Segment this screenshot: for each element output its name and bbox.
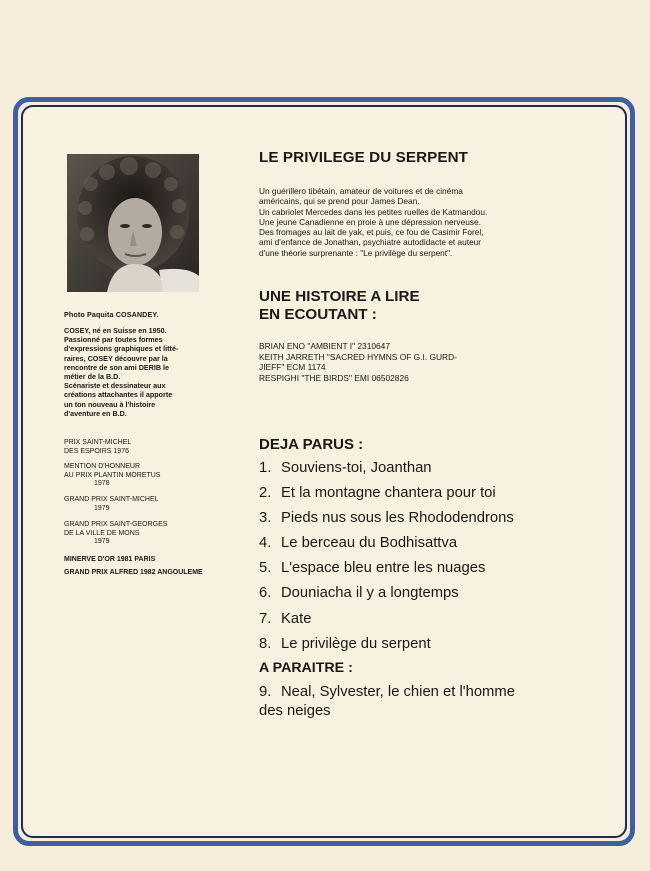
- bio-line: rencontre de son ami DERIB le: [64, 362, 170, 372]
- award-line: GRAND PRIX SAINT-MICHEL: [64, 496, 159, 503]
- series-item: [259, 485, 496, 501]
- series-item-upcoming: [259, 684, 515, 700]
- summary-line: ami d'enfance de Jonathan, psychiatre autodidacte et auteur: [259, 237, 482, 248]
- award-line: 1979: [94, 504, 110, 512]
- bio-line: créations attachantes il apporte: [64, 390, 173, 400]
- music-line: BRIAN ENO "AMBIENT I" 2310647: [259, 341, 391, 351]
- series-title: Souviens-toi, Joanthan: [281, 460, 432, 476]
- summary-line: d'une théorie surprenante : "Le privilège du serpent".: [259, 247, 453, 258]
- award-line: PRIX SAINT-MICHEL: [64, 439, 132, 446]
- award-item: [64, 556, 224, 565]
- award-line: 1978: [94, 480, 110, 488]
- series-item: [259, 560, 485, 576]
- music-line: RESPIGHI "THE BIRDS" EMI 06502826: [259, 372, 409, 383]
- award-item: [64, 439, 224, 456]
- upcoming-heading: A PARAITRE :: [259, 660, 353, 676]
- bio-line: COSEY, né en Suisse en 1950.: [64, 326, 167, 335]
- series-title: Et la montagne chantera pour toi: [281, 485, 496, 501]
- series-number: 1.: [259, 460, 272, 476]
- series-title: Neal, Sylvester, le chien et l'homme: [281, 684, 515, 700]
- music-list: [259, 341, 457, 383]
- series-number: 4.: [259, 535, 272, 551]
- series-title: Pieds nus sous les Rhododendrons: [281, 510, 514, 526]
- author-bio: [64, 326, 224, 418]
- bio-line: métier de la B.D.: [64, 372, 121, 382]
- summary-line: Une jeune Canadienne en proie à une dépression nerveuse.: [259, 216, 481, 227]
- series-number: 9.: [259, 684, 272, 700]
- series-title: Le berceau du Bodhisattva: [281, 535, 458, 551]
- author-portrait-image: [67, 154, 199, 292]
- award-item: [64, 496, 224, 513]
- music-line: KEITH JARRETH "SACRED HYMNS OF G.I. GURD-: [259, 351, 457, 362]
- series-item-upcoming-continued: [259, 703, 331, 719]
- award-item: [64, 521, 224, 547]
- series-title: Kate: [281, 611, 312, 627]
- series-number: 6.: [259, 585, 272, 601]
- heading-line: EN ECOUTANT :: [259, 306, 377, 323]
- award-line: GRAND PRIX SAINT-GEORGES: [64, 521, 168, 528]
- award-line: MINERVE D'OR 1981 PARIS: [64, 556, 156, 563]
- series-number: 5.: [259, 560, 272, 576]
- heading-line: UNE HISTOIRE A LIRE: [259, 288, 420, 305]
- award-line: GRAND PRIX ALFRED 1982 ANGOULEME: [64, 569, 203, 576]
- series-item: [259, 460, 432, 476]
- bio-line: d'aventure en B.D.: [64, 408, 127, 418]
- series-number: 7.: [259, 611, 272, 627]
- series-item: [259, 636, 431, 652]
- summary-line: Des fromages au lait de yak, et puis, ce fou de Casimir Forel,: [259, 227, 484, 238]
- series-title: Le privilège du serpent: [281, 636, 431, 652]
- summary-line: américains, qui se prend pour James Dean.: [259, 196, 420, 207]
- author-photo: [67, 154, 199, 292]
- series-number: 3.: [259, 510, 272, 526]
- published-heading: DEJA PARUS :: [259, 436, 364, 453]
- bio-line: Passionné par toutes formes: [64, 335, 163, 345]
- award-line: MENTION D'HONNEUR: [64, 463, 141, 470]
- summary-line: Un cabriolet Mercedes dans les petites ruelles de Katmandou.: [259, 206, 488, 217]
- bio-line: d'expressions graphiques et litté-: [64, 344, 179, 354]
- series-title: L'espace bleu entre les nuages: [281, 560, 486, 576]
- series-number: 2.: [259, 485, 272, 501]
- listening-heading: [259, 288, 420, 324]
- bio-line: un ton nouveau à l'histoire: [64, 399, 156, 409]
- series-item: [259, 585, 459, 601]
- bio-line: Scénariste et dessinateur aux: [64, 381, 166, 391]
- series-item: [259, 510, 514, 526]
- summary-line: Un guérillero tibétain, amateur de voitures et de cinéma: [259, 186, 463, 196]
- series-title-continued: des neiges: [259, 703, 331, 719]
- bio-line: raires, COSEY découvre par la: [64, 353, 168, 363]
- music-line: JIEFF" ECM 1174: [259, 362, 326, 372]
- award-line: 1979: [94, 538, 110, 546]
- award-line: DES ESPOIRS 1976: [64, 447, 129, 455]
- book-title: LE PRIVILEGE DU SERPENT: [259, 149, 469, 166]
- photo-caption: Photo Paquita COSANDEY.: [64, 310, 159, 319]
- award-item: [64, 569, 234, 578]
- series-item: [259, 611, 311, 627]
- series-item: [259, 535, 457, 551]
- series-title: Douniacha il y a longtemps: [281, 585, 459, 601]
- award-line: AU PRIX PLANTIN MORETUS: [64, 471, 161, 479]
- award-line: DE LA VILLE DE MONS: [64, 529, 140, 537]
- book-summary: [259, 186, 555, 258]
- series-number: 8.: [259, 636, 272, 652]
- award-item: [64, 463, 224, 489]
